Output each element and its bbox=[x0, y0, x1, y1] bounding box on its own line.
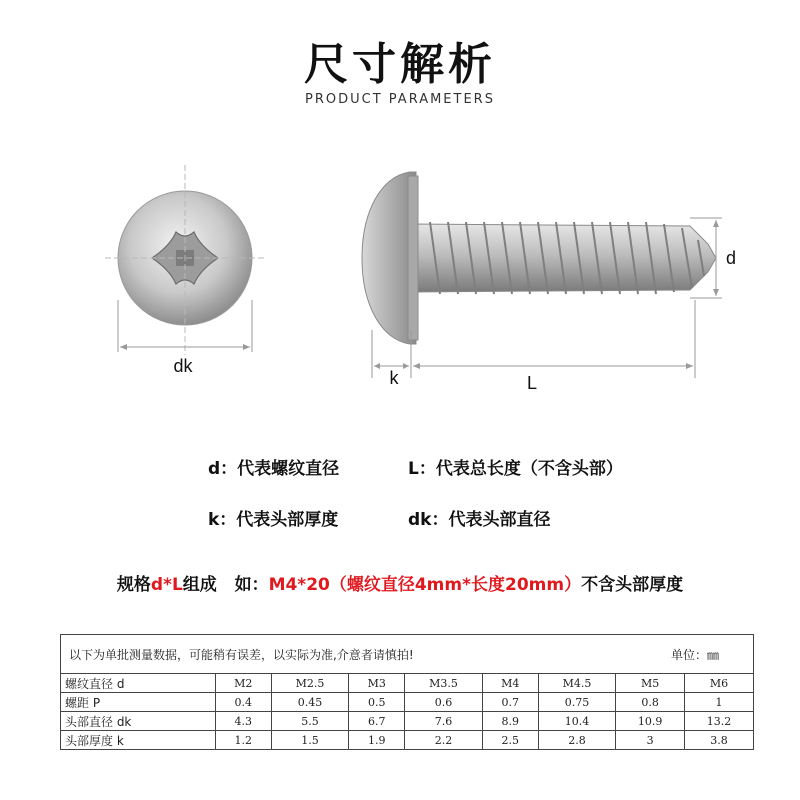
spec-suffix: 组成 bbox=[182, 575, 217, 595]
table-cell: 1.2 bbox=[215, 731, 271, 750]
table-cell: M3 bbox=[349, 674, 405, 693]
legend-k: k：代表头部厚度 bbox=[208, 510, 339, 530]
spec-line bbox=[0, 570, 800, 595]
dim-label-L: L bbox=[526, 373, 538, 393]
table-row bbox=[61, 712, 754, 731]
table-cell: 6.7 bbox=[349, 712, 405, 731]
table-cell: 7.6 bbox=[405, 712, 483, 731]
table-row bbox=[61, 731, 754, 750]
screw-side-view bbox=[362, 172, 716, 344]
table-cell: 8.9 bbox=[482, 712, 538, 731]
table-cell: 1.9 bbox=[349, 731, 405, 750]
row-label: 头部直径 dk bbox=[61, 712, 216, 731]
table-cell: M2 bbox=[215, 674, 271, 693]
table-cell: 3.8 bbox=[685, 731, 754, 750]
table-cell: 4.3 bbox=[215, 712, 271, 731]
legend-d: d：代表螺纹直径 bbox=[208, 459, 340, 479]
dim-label-k: k bbox=[389, 368, 399, 388]
page-subtitle: PRODUCT PARAMETERS bbox=[305, 92, 495, 107]
table-cell: 13.2 bbox=[685, 712, 754, 731]
dim-label-dk: dk bbox=[173, 356, 193, 376]
table-cell: 0.7 bbox=[482, 693, 538, 712]
spec-example-label: 如： bbox=[234, 575, 269, 595]
table-cell: 1.5 bbox=[271, 731, 349, 750]
table-cell: 0.5 bbox=[349, 693, 405, 712]
table-unit: 单位：㎜ bbox=[670, 647, 719, 662]
spec-prefix: 规格 bbox=[116, 575, 151, 595]
table-cell: 2.5 bbox=[482, 731, 538, 750]
legend-dk: dk：代表头部直径 bbox=[408, 510, 551, 530]
table-cell: 0.6 bbox=[405, 693, 483, 712]
legend-L: L：代表总长度（不含头部） bbox=[408, 459, 623, 479]
table-note-row bbox=[61, 635, 754, 674]
table-cell: M6 bbox=[685, 674, 754, 693]
table-cell: 2.8 bbox=[538, 731, 616, 750]
table-cell: M4 bbox=[482, 674, 538, 693]
table-cell: 5.5 bbox=[271, 712, 349, 731]
table-cell: 2.2 bbox=[405, 731, 483, 750]
row-label: 螺距 P bbox=[61, 693, 216, 712]
table-cell: 3 bbox=[616, 731, 685, 750]
page-title: 尺寸解析 bbox=[304, 39, 496, 90]
table-cell: 0.8 bbox=[616, 693, 685, 712]
table-cell: M4.5 bbox=[538, 674, 616, 693]
table-cell: 0.4 bbox=[215, 693, 271, 712]
table-row bbox=[61, 693, 754, 712]
table-cell: 0.75 bbox=[538, 693, 616, 712]
table-cell: M5 bbox=[616, 674, 685, 693]
row-label: 螺纹直径 d bbox=[61, 674, 216, 693]
table-cell: M2.5 bbox=[271, 674, 349, 693]
table-cell: M3.5 bbox=[405, 674, 483, 693]
table-note: 以下为单批测量数据，可能稍有误差，以实际为准,介意者请慎拍! bbox=[69, 647, 414, 662]
table-cell: 10.9 bbox=[616, 712, 685, 731]
spec-format: d*L bbox=[150, 575, 183, 595]
parameter-table bbox=[60, 634, 754, 750]
table-row bbox=[61, 674, 754, 693]
spec-example: M4*20（螺纹直径4mm*长度20mm） bbox=[268, 575, 582, 595]
table-cell: 0.45 bbox=[271, 693, 349, 712]
row-label: 头部厚度 k bbox=[61, 731, 216, 750]
table-cell: 1 bbox=[685, 693, 754, 712]
dim-label-d: d bbox=[725, 248, 737, 268]
table-cell: 10.4 bbox=[538, 712, 616, 731]
spec-note: 不含头部厚度 bbox=[581, 575, 684, 595]
